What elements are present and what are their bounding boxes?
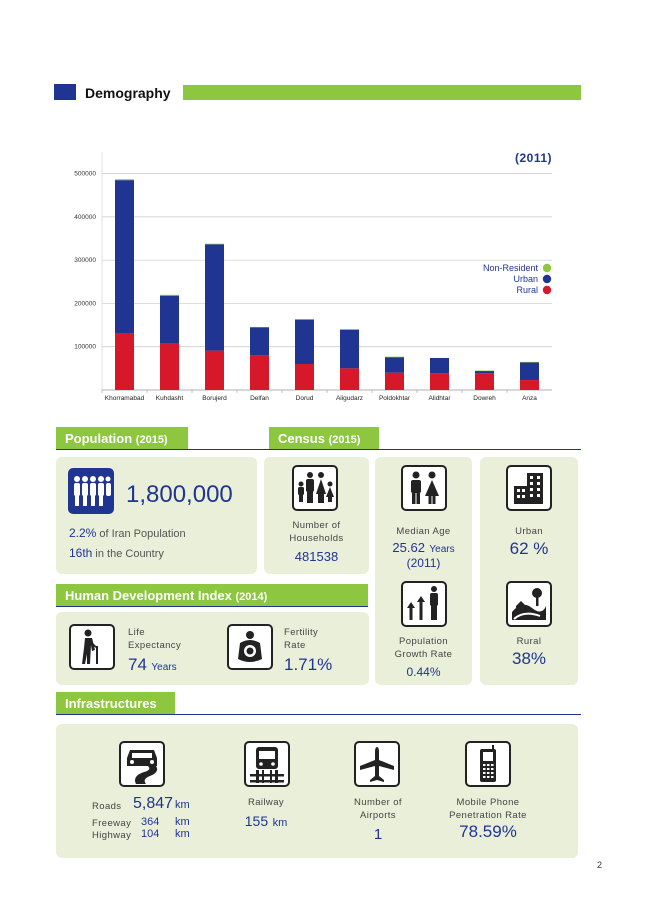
growth-label-2: Growth Rate <box>394 649 453 660</box>
median-age-unit: Years <box>429 544 455 555</box>
airports-value: 1 <box>373 826 383 843</box>
median-age-panel <box>375 457 472 685</box>
bar-urban-khorramabad <box>115 180 134 334</box>
bar-urban-anza <box>520 362 539 380</box>
bar-non-resident-poldokhtar <box>385 357 404 358</box>
x-tick-label: Poldokhtar <box>378 395 411 402</box>
legend-swatch <box>543 275 551 283</box>
growth-label-1: Population <box>399 636 448 647</box>
roads-value: 5,847 <box>133 795 174 812</box>
legend-label: Non-Resident <box>482 263 538 273</box>
y-tick-label: 100000 <box>74 343 96 351</box>
infrastructures-panel <box>56 724 578 858</box>
households-label-2: Households <box>289 533 344 544</box>
bar-non-resident-dowreh <box>475 371 494 372</box>
mobile-label-1: Mobile Phone <box>456 797 520 808</box>
bar-rural-dowreh <box>475 373 494 390</box>
railway-value-line <box>216 813 316 831</box>
freeway-label: Freeway <box>92 818 132 829</box>
x-tick-label: Dowreh <box>473 395 496 402</box>
median-age-label: Median Age <box>396 526 451 537</box>
freeway-value: 364 <box>141 816 160 828</box>
bar-urban-dorud <box>295 319 314 364</box>
median-age-value-line <box>375 539 472 557</box>
train-icon <box>244 741 290 787</box>
life-value: 74 <box>128 655 147 674</box>
life-value-line <box>128 655 177 675</box>
airports-label-2: Airports <box>360 810 396 821</box>
census-year: (2015) <box>328 434 361 446</box>
legend-swatch <box>543 264 551 272</box>
legend-swatch <box>543 286 551 294</box>
roads-unit: km <box>175 799 190 811</box>
bar-non-resident-borujerd <box>205 244 224 245</box>
bar-rural-dorud <box>295 364 314 390</box>
bar-urban-delfan <box>250 327 269 355</box>
highway-label: Highway <box>92 830 132 841</box>
crowd-icon <box>68 468 114 514</box>
bar-urban-borujerd <box>205 244 224 350</box>
bar-rural-borujerd <box>205 351 224 390</box>
chart-title: (2011) <box>514 151 552 165</box>
bar-rural-kuhdasht <box>160 344 179 390</box>
bar-non-resident-anza <box>520 362 539 363</box>
y-tick-label: 500000 <box>74 170 96 178</box>
demography-title: Demography <box>85 85 171 101</box>
bar-non-resident-kuhdasht <box>160 295 179 296</box>
median-age-value: 25.62 <box>392 540 425 555</box>
railway-unit: km <box>272 817 288 829</box>
population-section-line <box>56 449 581 450</box>
life-label-2: Expectancy <box>128 640 182 651</box>
households-value: 481538 <box>294 549 339 564</box>
airplane-icon <box>354 741 400 787</box>
demography-bar <box>183 85 581 100</box>
hdi-tab <box>56 584 368 606</box>
x-tick-label: Aligudarz <box>335 395 364 402</box>
legend-label: Urban <box>513 274 538 284</box>
x-tick-label: Alidhtar <box>428 395 451 402</box>
bar-rural-poldokhtar <box>385 373 404 390</box>
bar-urban-aligudarz <box>340 330 359 369</box>
census-title: Census <box>278 431 325 446</box>
population-share-text: of Iran Population <box>96 528 186 540</box>
population-rank <box>69 546 164 560</box>
urban-label: Urban <box>515 526 543 537</box>
mobile-value: 78.59% <box>459 822 517 841</box>
x-tick-label: Khorramabad <box>104 395 145 402</box>
bar-urban-dowreh <box>475 371 494 373</box>
freeway-unit: km <box>175 816 190 828</box>
median-age-year: (2011) <box>406 556 441 570</box>
fertility-value: 1.71% <box>284 655 333 674</box>
x-tick-label: Kuhdasht <box>155 395 184 402</box>
fertility-label-2: Rate <box>284 640 306 651</box>
population-rank-value: 16th <box>69 546 93 560</box>
x-tick-label: Dorud <box>295 395 314 402</box>
hdi-panel <box>56 612 369 685</box>
highway-value: 104 <box>141 828 160 840</box>
roads-label: Roads <box>92 801 122 812</box>
family-icon <box>292 465 338 511</box>
bar-rural-delfan <box>250 355 269 390</box>
mobile-phone-icon <box>465 741 511 787</box>
bar-urban-alidhtar <box>430 358 449 373</box>
population-share-value: 2.2% <box>69 526 97 540</box>
bar-non-resident-khorramabad <box>115 179 134 180</box>
growth-value: 0.44% <box>406 665 441 679</box>
infrastructures-title: Infrastructures <box>65 696 157 711</box>
hdi-year: (2014) <box>235 591 268 603</box>
elderly-person-icon <box>69 624 115 670</box>
bar-urban-kuhdasht <box>160 296 179 344</box>
x-tick-label: Delfan <box>250 395 269 402</box>
urban-value: 62 % <box>509 539 549 558</box>
urban-rural-panel <box>480 457 578 685</box>
life-unit: Years <box>151 662 177 673</box>
rural-landscape-icon <box>506 581 552 627</box>
mobile-label-2: Penetration Rate <box>449 810 527 821</box>
life-label-1: Life <box>128 627 145 638</box>
population-title: Population <box>65 431 133 446</box>
x-tick-label: Anza <box>522 395 537 402</box>
mother-child-icon <box>227 624 273 670</box>
bar-rural-alidhtar <box>430 373 449 390</box>
bar-urban-poldokhtar <box>385 357 404 373</box>
households-panel <box>264 457 369 574</box>
population-chart <box>60 140 560 410</box>
y-tick-label: 400000 <box>74 213 96 221</box>
airports-label-1: Number of <box>354 797 402 808</box>
hdi-section-line <box>56 606 368 607</box>
population-year: (2015) <box>135 434 168 446</box>
demography-marker <box>54 84 76 100</box>
x-tick-label: Borujerd <box>202 395 227 402</box>
rural-value: 38% <box>511 649 547 668</box>
building-icon <box>506 465 552 511</box>
y-tick-label: 200000 <box>74 300 96 308</box>
hdi-title: Human Development Index <box>65 588 232 603</box>
legend-label: Rural <box>516 285 538 295</box>
highway-unit: km <box>175 828 190 840</box>
infrastructures-section-line <box>56 714 581 715</box>
population-panel <box>56 457 257 574</box>
population-value: 1,800,000 <box>126 481 233 508</box>
bar-rural-anza <box>520 380 539 390</box>
census-tab <box>269 427 379 449</box>
y-tick-label: 300000 <box>74 257 96 265</box>
fertility-label-1: Fertility <box>284 627 319 638</box>
rural-label: Rural <box>516 636 542 647</box>
page-number: 2 <box>597 860 603 870</box>
infrastructures-tab <box>56 692 175 714</box>
bar-rural-aligudarz <box>340 368 359 390</box>
bar-rural-khorramabad <box>115 334 134 390</box>
railway-label: Railway <box>247 797 285 808</box>
population-tab <box>56 427 188 449</box>
population-share <box>69 526 186 540</box>
households-label-1: Number of <box>292 520 341 531</box>
bar-non-resident-aligudarz <box>340 329 359 330</box>
car-road-icon <box>119 741 165 787</box>
growth-icon <box>401 581 447 627</box>
population-rank-text: in the Country <box>92 548 164 560</box>
railway-value: 155 <box>244 813 269 829</box>
man-woman-icon <box>401 465 447 511</box>
